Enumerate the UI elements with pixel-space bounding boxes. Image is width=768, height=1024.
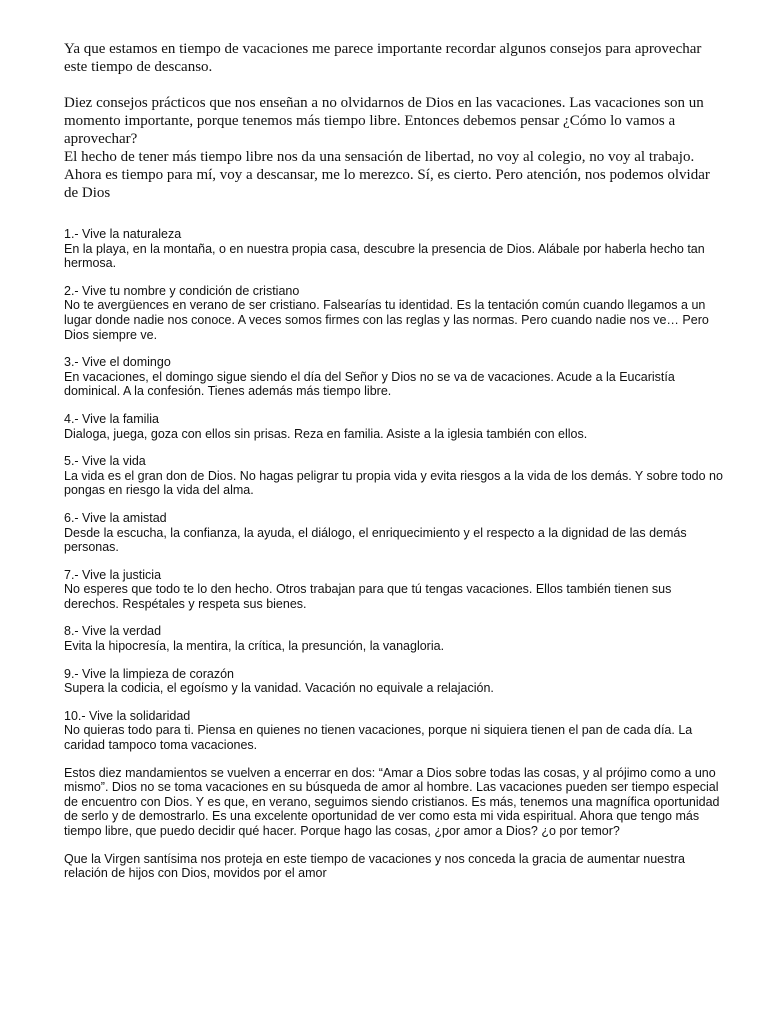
advice-title: 1.- Vive la naturaleza [64,227,182,241]
advice-body: No esperes que todo te lo den hecho. Otros trabajan para que tú tengas vacaciones. Ellos también tienen sus derechos. Respétales y respeta sus bienes. [64,582,672,611]
intro-section [64,40,724,202]
advice-body: La vida es el gran don de Dios. No hagas peligrar tu propia vida y evita riesgos a la vida de los demás. Y sobre todo no pongas en riesgo la vida del alma. [64,468,723,498]
closing-paragraph: Que la Virgen santísima nos proteja en este tiempo de vacaciones y nos conceda la gracia de aumentar nuestra relación de hijos con Dios, movidos por el amor [64,851,685,881]
advice-body: Evita la hipocresía, la mentira, la crítica, la presunción, la vanagloria. [64,639,445,654]
intro-paragraph: Ya que estamos en tiempo de vacaciones me parece importante recordar algunos consejos para aprovechar este tiempo de descanso. [64,41,702,75]
advice-title: 4.- Vive la familia [64,411,159,426]
advice-item [64,568,724,612]
advice-item [64,454,724,498]
advice-item [64,412,724,441]
advice-body: No te avergüences en verano de ser cristiano. Falsearías tu identidad. Es la tentación común cuando llegamos a un lugar donde nadie nos conoce. A veces somos firmes con las reglas y las normas. Pero cuando nadie nos ve… Pero Dios siempre ve. [64,298,709,342]
advice-item [64,227,724,271]
advice-title: 7.- Vive la justicia [64,567,162,582]
advice-body: En la playa, en la montaña, o en nuestra propia casa, descubre la presencia de Dios. Alábale por haberla hecho tan hermosa. [64,241,705,271]
advice-item [64,667,724,696]
advice-section [64,227,724,894]
advice-item [64,355,724,399]
advice-title: 9.- Vive la limpieza de corazón [64,666,234,681]
advice-item [64,709,724,753]
intro-paragraph: Diez consejos prácticos que nos enseñan a no olvidarnos de Dios en las vacaciones. Las vacaciones son un momento importante, porque tenemos más tiempo libre. Entonces debemos pensar ¿Cómo lo vamos a aprovechar? [64,95,704,147]
advice-body: Dialoga, juega, goza con ellos sin prisas. Reza en familia. Asiste a la iglesia también con ellos. [64,426,588,441]
advice-item [64,511,724,555]
advice-title: 2.- Vive tu nombre y condición de cristiano [64,283,300,298]
advice-body: Supera la codicia, el egoísmo y la vanidad. Vacación no equivale a relajación. [64,681,494,696]
advice-item [64,624,724,653]
advice-title: 5.- Vive la vida [64,454,146,469]
advice-title: 3.- Vive el domingo [64,355,171,370]
advice-title: 6.- Vive la amistad [64,510,167,525]
advice-body: No quieras todo para ti. Piensa en quienes no tienen vacaciones, porque ni siquiera tienen el pan de cada día. La caridad tampoco toma vacaciones. [64,723,693,753]
advice-title: 10.- Vive la solidaridad [64,708,191,723]
advice-body: Desde la escucha, la confianza, la ayuda, el diálogo, el enriquecimiento y el respecto a la dignidad de las demás personas. [64,525,687,555]
advice-title: 8.- Vive la verdad [64,624,162,639]
advice-item [64,284,724,342]
advice-body: En vacaciones, el domingo sigue siendo el día del Señor y Dios no se va de vacaciones. Acude a la Eucaristía dominical. A la confesión. Tienes además más tiempo libre. [64,369,675,399]
intro-paragraph: El hecho de tener más tiempo libre nos da una sensación de libertad, no voy al colegio, no voy al trabajo. Ahora es tiempo para mí, voy a descansar, me lo merezco. Sí, es cierto. Pero atención, nos podemos olvidar de Dios [64,149,710,201]
closing-paragraph: Estos diez mandamientos se vuelven a encerrar en dos: “Amar a Dios sobre todas las cosas, y al prójimo como a uno mismo”. Dios no se toma vacaciones en su búsqueda de amor al hombre. Las vacaciones pueden ser tiempo especial de encuentro con Dios. Y es que, en verano, seguimos siendo cristianos. Es más, tenemos una magnífica oportunidad de serlo y de demostrarlo. Es una excelente oportunidad de ver como esta mi vida espiritual. Ahora que tengo más tiempo libre, que puedo decidir qué hacer. Porque hago las cosas, ¿por amor a Dios? ¿o por temor? [64,765,720,838]
